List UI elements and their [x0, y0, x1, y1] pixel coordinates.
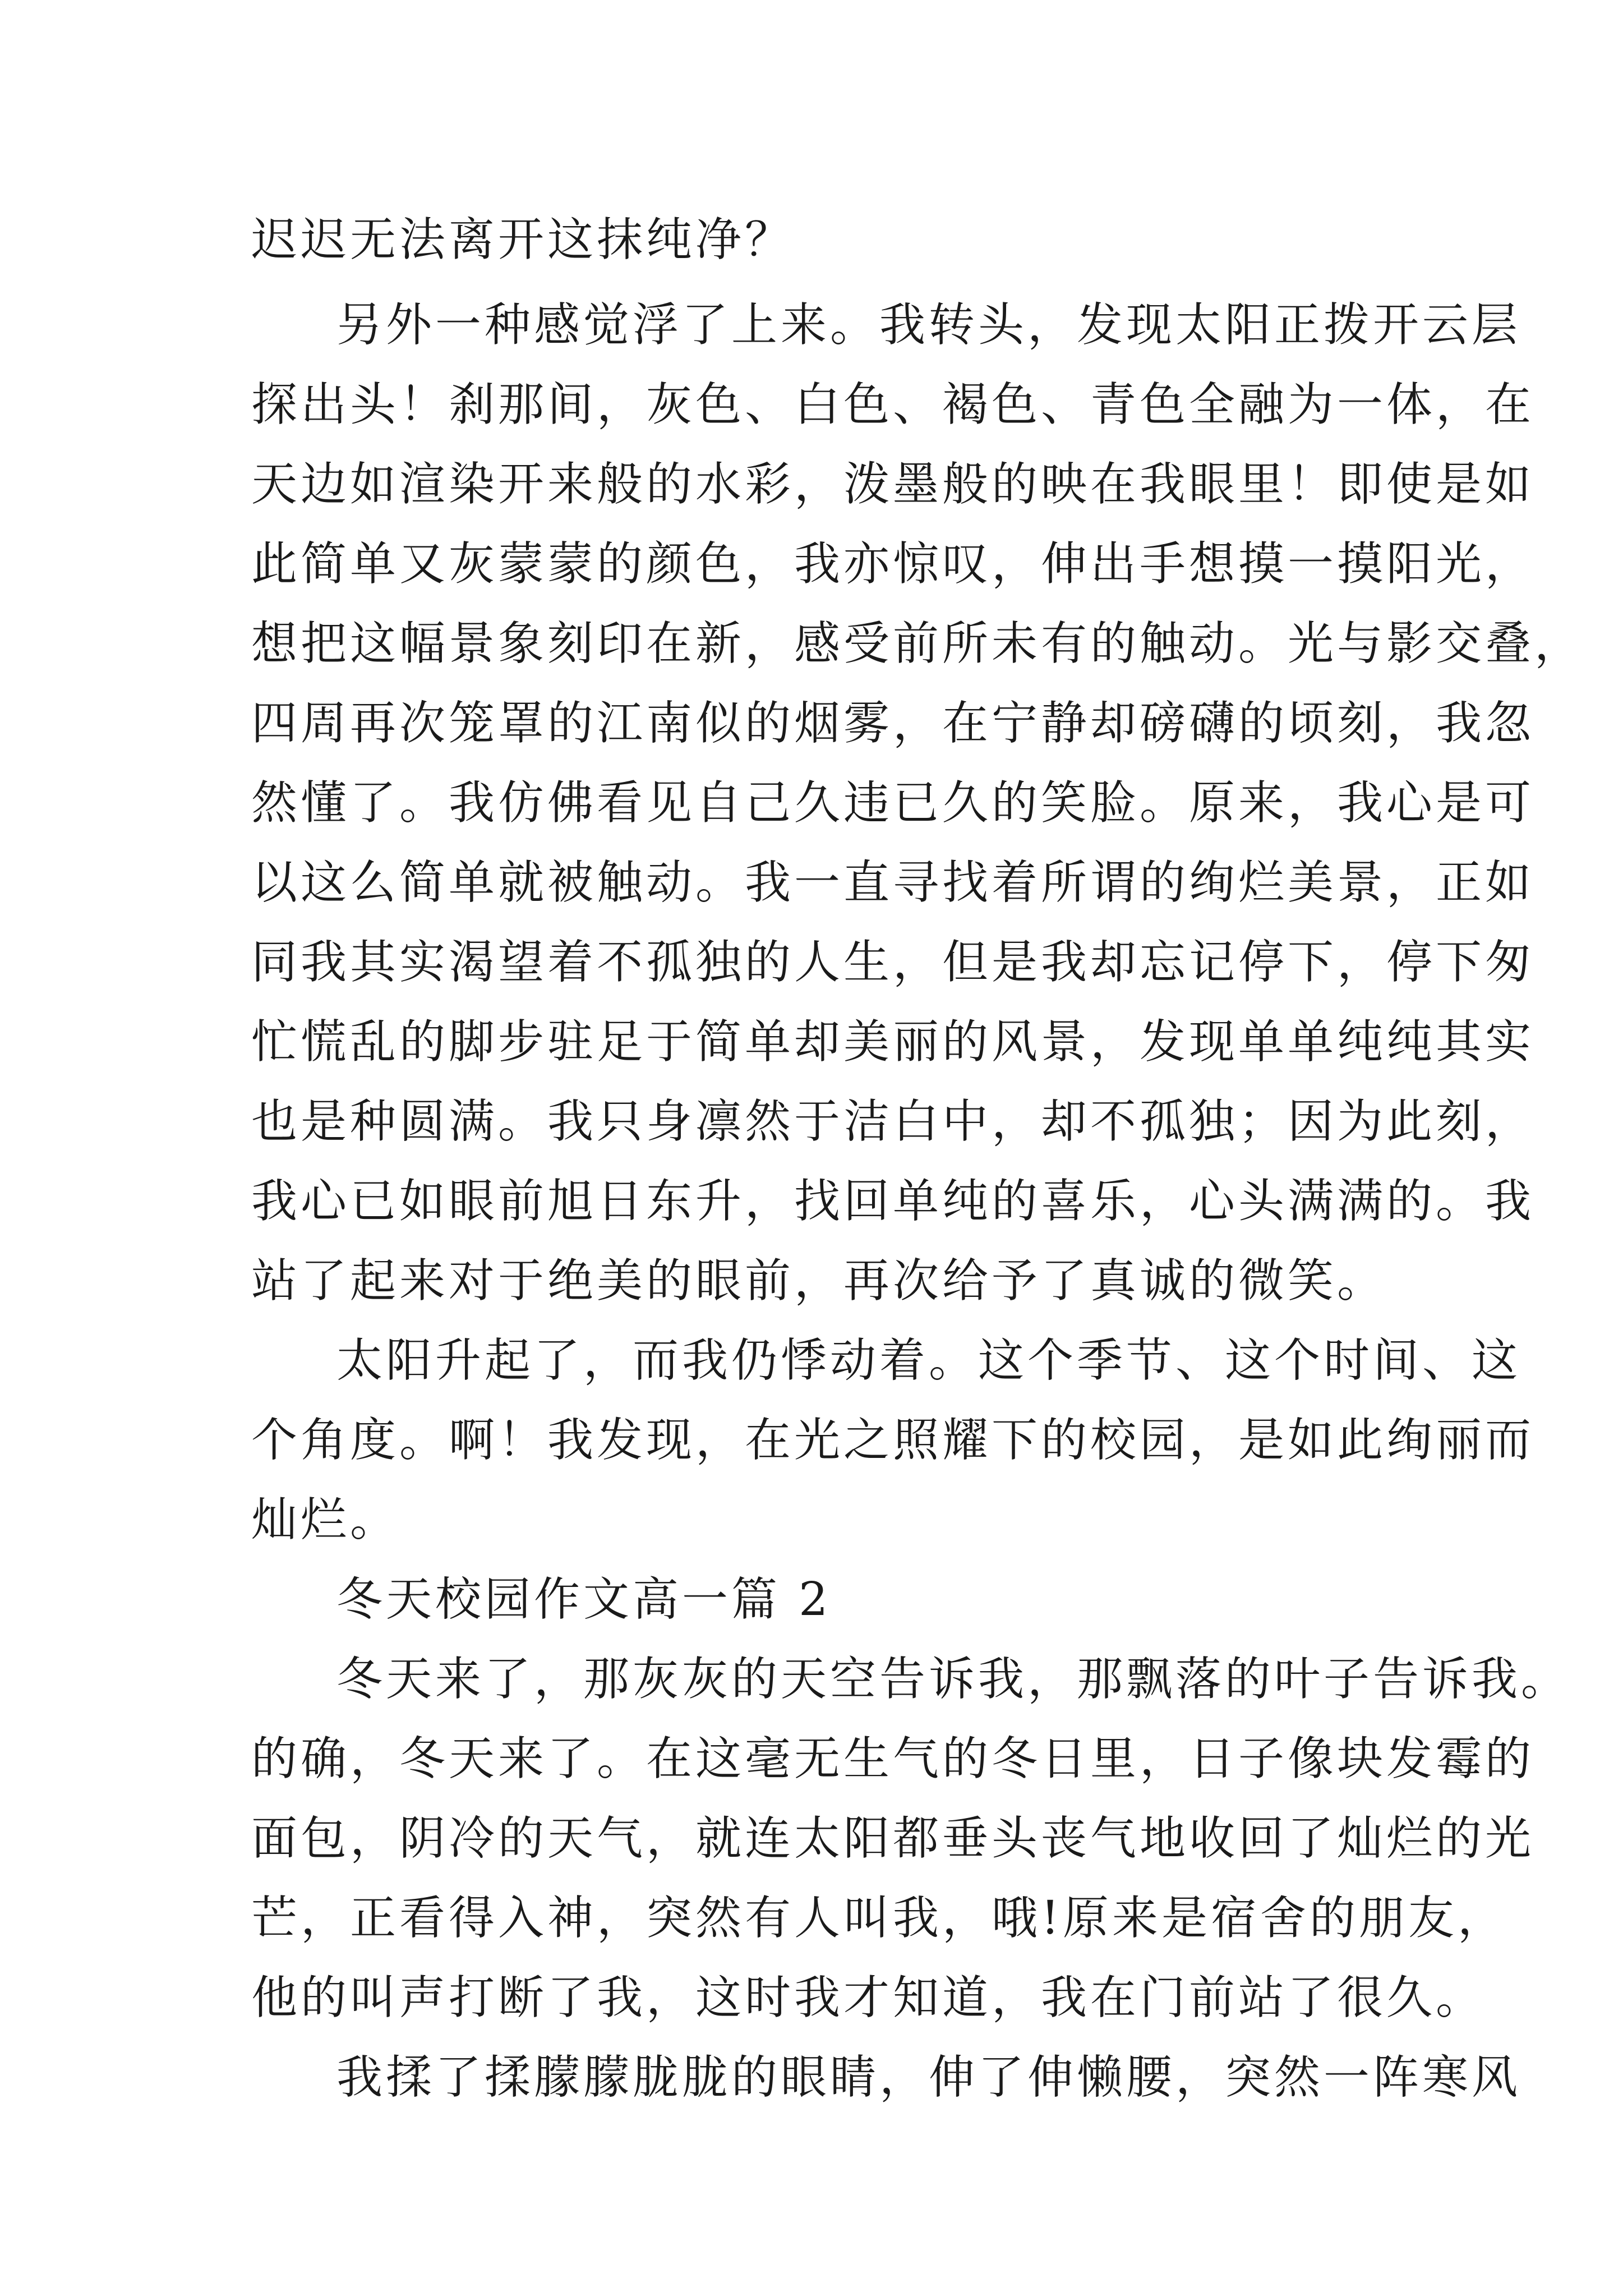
text-line: 想把这幅景象刻印在新，感受前所未有的触动。光与影交叠， — [251, 617, 1584, 670]
text-line: 同我其实渴望着不孤独的人生，但是我却忘记停下，停下匆 — [251, 936, 1535, 989]
text-line: 也是种圆满。我只身凛然于洁白中，却不孤独；因为此刻， — [251, 1095, 1535, 1148]
text-line: 站了起来对于绝美的眼前，再次给予了真诚的微笑。 — [251, 1254, 1387, 1308]
text-line: 的确，冬天来了。在这毫无生气的冬日里，日子像块发霉的 — [251, 1732, 1535, 1786]
section-heading: 冬天校园作文高一篇 2 — [336, 1573, 832, 1626]
text-line: 四周再次笼罩的江南似的烟雾，在宁静却磅礴的顷刻，我忽 — [251, 697, 1535, 750]
text-line: 探出头！刹那间，灰色、白色、褐色、青色全融为一体，在 — [251, 378, 1535, 431]
text-line: 迟迟无法离开这抹纯净？ — [251, 213, 795, 266]
text-line: 他的叫声打断了我，这时我才知道，我在门前站了很久。 — [251, 1971, 1486, 2024]
text-line: 灿烂。 — [251, 1493, 400, 1547]
text-line: 芒，正看得入神，突然有人叫我，哦!原来是宿舍的朋友， — [251, 1892, 1507, 1945]
text-line: 忙慌乱的脚步驻足于简单却美丽的风景，发现单单纯纯其实 — [251, 1015, 1535, 1069]
text-line: 另外一种感觉浮了上来。我转头，发现太阳正拨开云层 — [336, 298, 1521, 352]
text-line: 冬天来了，那灰灰的天空告诉我，那飘落的叶子告诉我。 — [336, 1653, 1571, 1706]
text-line: 我心已如眼前旭日东升，找回单纯的喜乐，心头满满的。我 — [251, 1175, 1535, 1228]
text-line: 此简单又灰蒙蒙的颜色，我亦惊叹，伸出手想摸一摸阳光， — [251, 537, 1535, 591]
text-line: 我揉了揉朦朦胧胧的眼睛，伸了伸懒腰，突然一阵寒风 — [336, 2051, 1521, 2104]
text-line: 以这么简单就被触动。我一直寻找着所谓的绚烂美景，正如 — [251, 856, 1535, 909]
text-line: 太阳升起了，而我仍悸动着。这个季节、这个时间、这 — [336, 1334, 1521, 1387]
text-line: 然懂了。我仿佛看见自己久违已久的笑脸。原来，我心是可 — [251, 776, 1535, 830]
text-line: 个角度。啊！我发现，在光之照耀下的校园，是如此绚丽而 — [251, 1414, 1535, 1467]
text-line: 天边如渲染开来般的水彩，泼墨般的映在我眼里！即使是如 — [251, 458, 1535, 511]
text-line: 面包，阴冷的天气，就连太阳都垂头丧气地收回了灿烂的光 — [251, 1812, 1535, 1865]
